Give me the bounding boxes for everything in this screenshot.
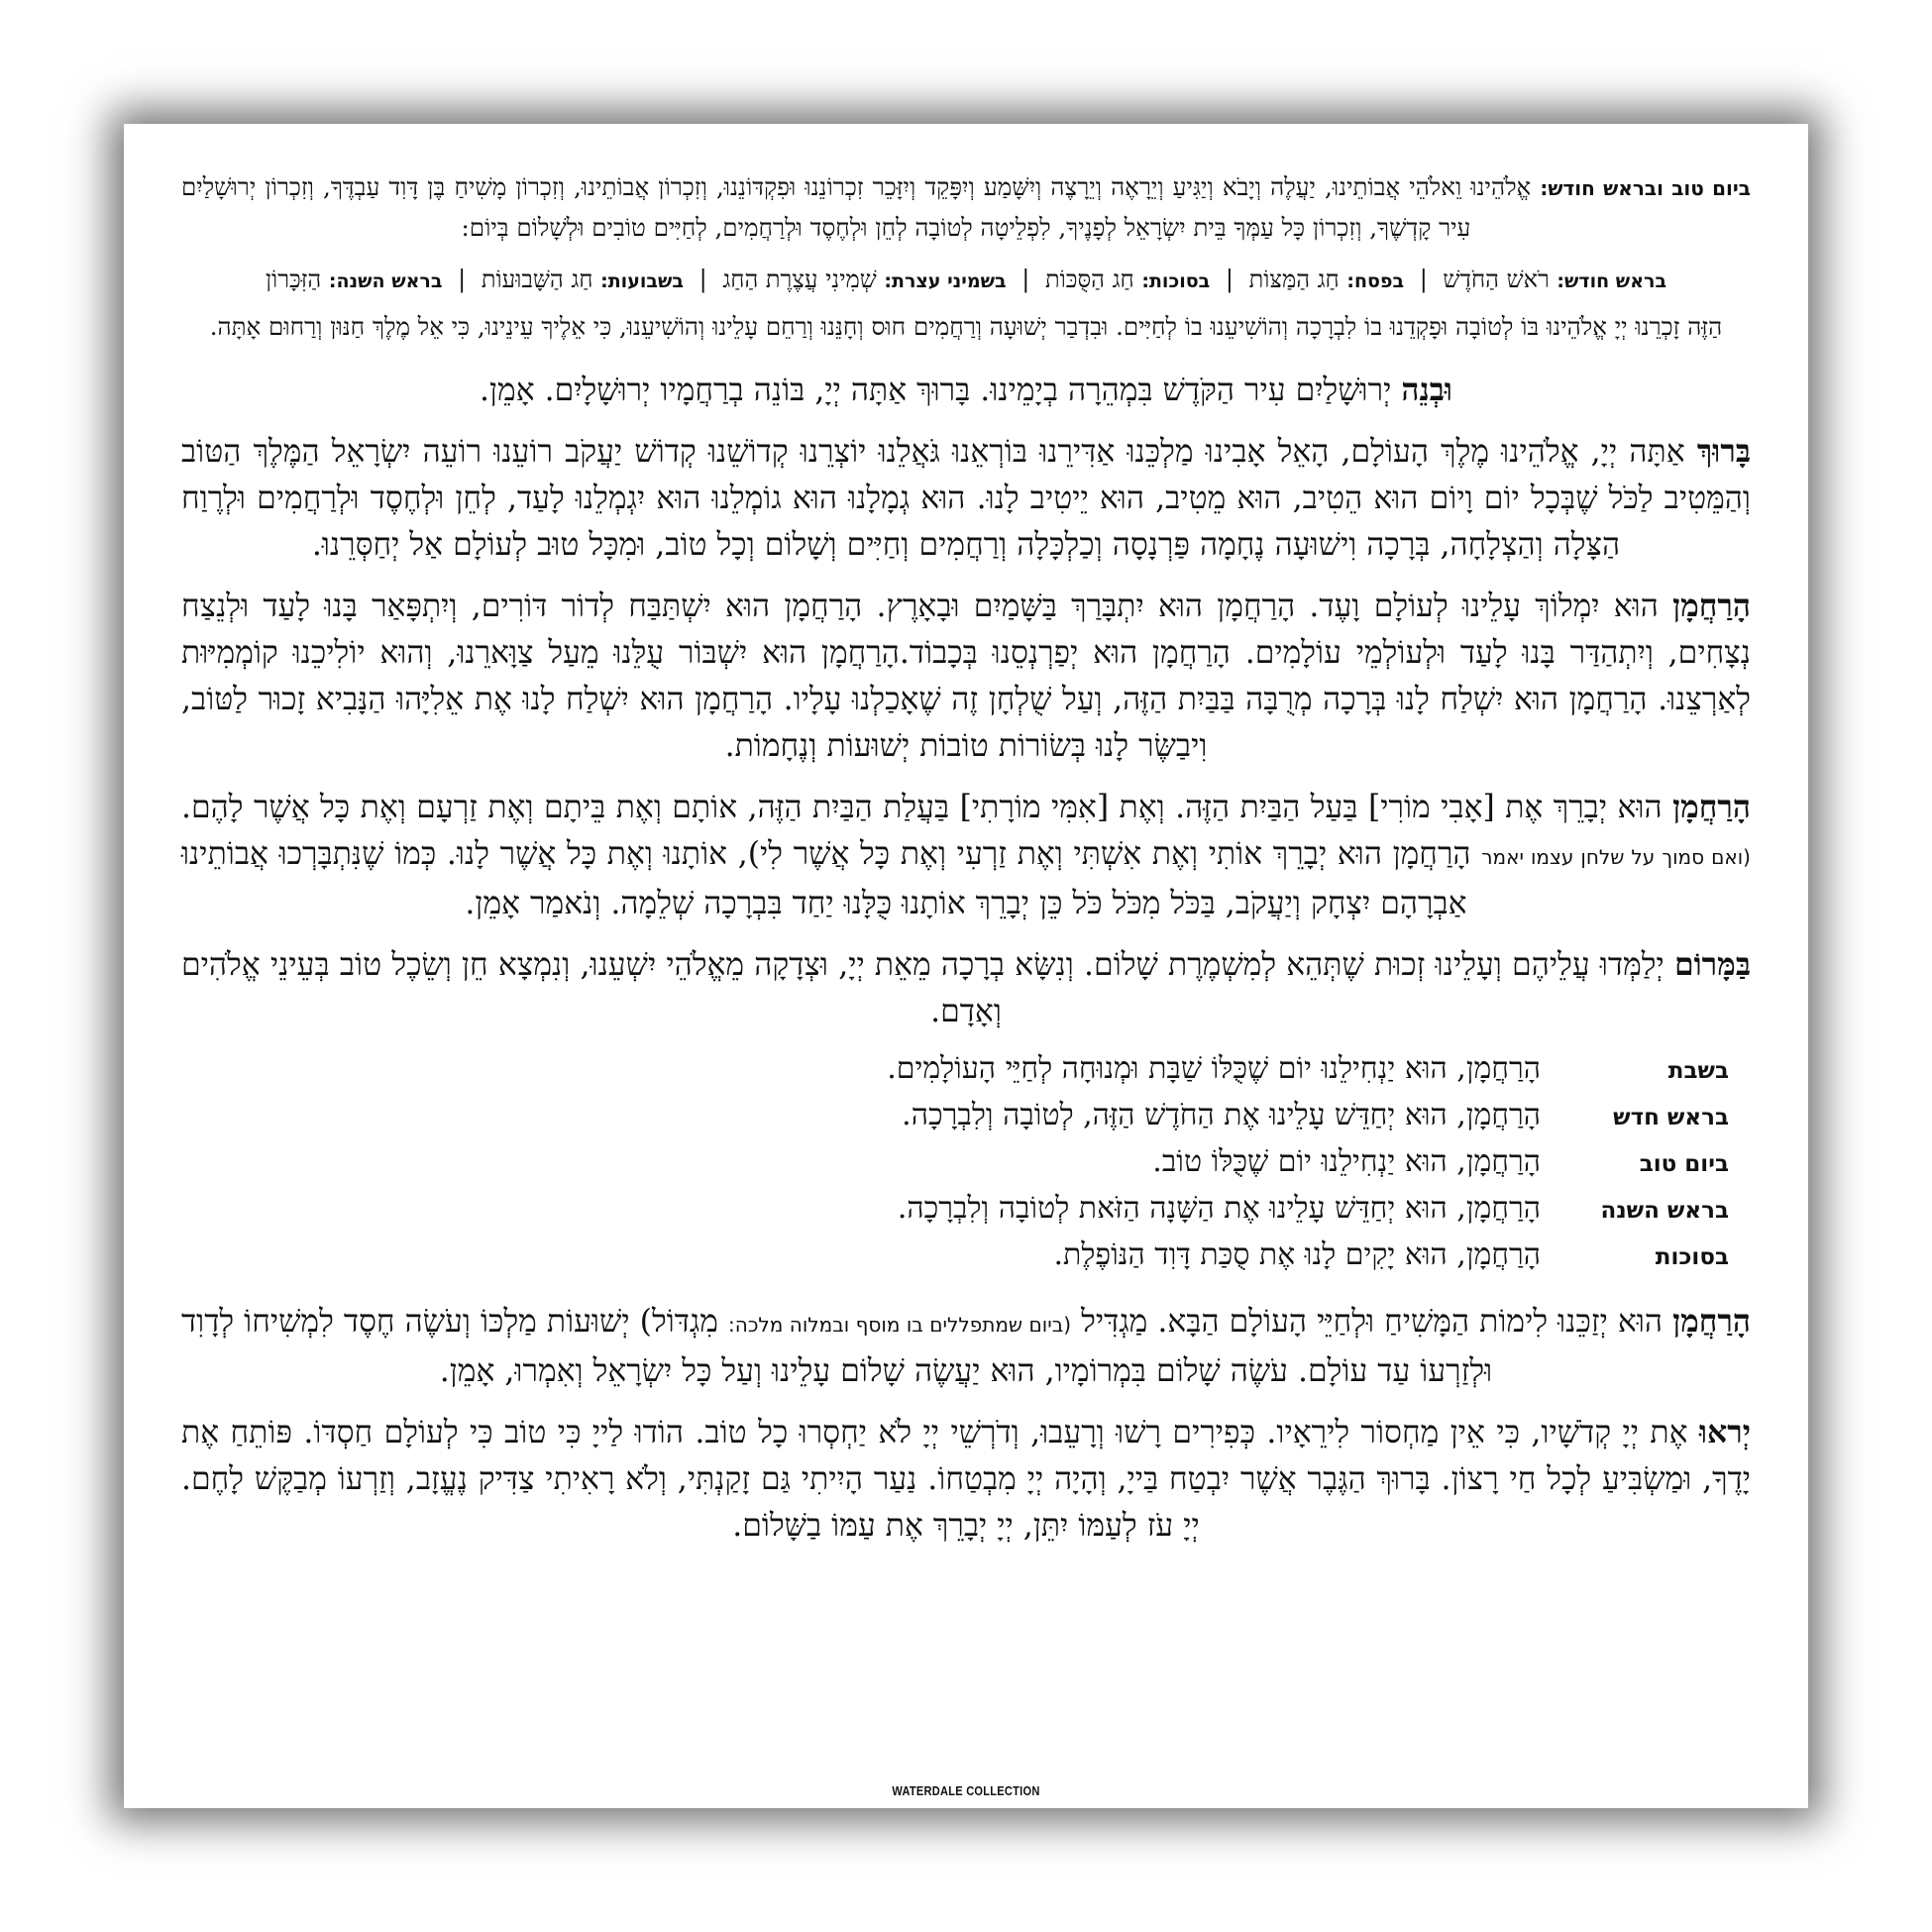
separator: |: [1419, 266, 1428, 293]
special-day-text: הָרַחֲמָן, הוּא יְחַדֵּשׁ עָלֵינוּ אֶת הַשָּׁנָה הַזֹּאת לְטוֹבָה וְלִבְרָכָה.: [897, 1191, 1541, 1226]
harachaman-text-continued: מִגְדּוֹל) יְשׁוּעוֹת מַלְכּוֹ וְעֹשֶׂה חֶסֶד לִמְשִׁיחוֹ לְדָוִד וּלְזַרְעוֹ עַד עוֹלָם. עֹשֶׂה שָׁלוֹם בִּמְרוֹמָיו, הוּא יַעֲשֶׂה שָׁלוֹם עָלֵינוּ וְעַל כָּל יִשְׂרָאֵל וְאִמְרוּ, אָמֵן.: [181, 1304, 1493, 1389]
yiru-lead-word: יְראוּ: [1698, 1414, 1752, 1450]
occasion-label: בראש חודש:: [1556, 270, 1667, 292]
brand-footer: WATERDALE COLLECTION: [892, 1783, 1040, 1798]
separator: |: [1225, 266, 1234, 293]
occasion-text: חַג הַמַּצּוֹת: [1248, 266, 1340, 293]
occasion-text: שְׁמִינִי עֲצֶרֶת הַחַג: [722, 266, 877, 293]
occasion-text: חַג הַשָּׁבוּעוֹת: [481, 266, 593, 293]
zochreinu-paragraph: הַזֶּה זָכְרֵנוּ יְיָ אֱלֹהֵינוּ בּוֹ לְטוֹבָה וּפָקְדֵנוּ בוֹ לִבְרָכָה וְהוֹשִׁיעֵנוּ בוֹ לְחַיִּים. וּבִדְבַר יְשׁוּעָה וְרַחֲמִים חוּס וְחָנֵּנוּ וְרַחֵם עָלֵינוּ וְהוֹשִׁיעֵנוּ, כִּי אֵלֶיךָ עֵינֵינוּ, כִּי אֵל מֶלֶךְ חַנּוּן וְרַחוּם אָתָּה.: [209, 312, 1723, 341]
special-day-row: [203, 1237, 1729, 1284]
harachaman-text-continued: הָרַחֲמָן הוּא יְבָרֵךְ אוֹתִי וְאֶת אִשְׁתִּי וְאֶת זַרְעִי וְאֶת כָּל אֲשֶׁר לִי), אוֹתָנוּ וְאֶת כָּל אֲשֶׁר לָנוּ. כְּמוֹ שֶׁנִּתְבָּרְכוּ אֲבוֹתֵינוּ אַבְרָהָם יִצְחָק וְיַעֲקֹב, בַּכֹּל מִכֹּל כֹּל כֵּן יְבָרֵךְ אוֹתָנוּ כֻּלָּנוּ יַחַד בִּבְרָכָה שְׁלֵמָה. וְנֹאמַר אָמֵן.: [181, 836, 1471, 921]
occasion-label: בראש השנה:: [328, 270, 443, 292]
baruch-lead-word: בָּרוּךְ: [1696, 433, 1751, 470]
special-day-label: בראש חדש: [1613, 1105, 1729, 1130]
occasion-text: חַג הַסֻּכּוֹת: [1044, 266, 1134, 293]
harachaman-text: הוּא יִמְלוֹךְ עָלֵינוּ לְעוֹלָם וָעֶד. הָרַחֲמָן הוּא יִתְבָּרַךְ בַּשָּׁמַיִם וּבָאָרֶץ. הָרַחֲמָן הוּא יִשְׁתַּבַּח לְדוֹר דּוֹרִים, וְיִתְפָּאַר בָּנוּ לָעַד וּלְנֵצַח נְצָחִים, וְיִתְהַדַּר בָּנוּ לָעַד וּלְעוֹלְמֵי עוֹלָמִים. הָרַחֲמָן הוּא יְפַרְנְסֵנוּ בְּכָבוֹד.הָרַחֲמָן הוּא יִשְׁבּוֹר עֻלֵּנוּ מֵעַל צַוָּארֵנוּ, וְהוּא יוֹלִיכֵנוּ קוֹמְמִיּוּת לְאַרְצֵנוּ. הָרַחֲמָן הוּא יִשְׁלַח לָנוּ בְּרָכָה מְרֻבָּה בַּבַּיִת הַזֶּה, וְעַל שֻׁלְחָן זֶה שֶׁאָכַלְנוּ עָלָיו. הָרַחֲמָן הוּא יִשְׁלַח לָנוּ אֶת אֵלִיָּהוּ הַנָּבִיא זָכוּר לַטּוֹב, וִיבַשֶּׂר לָנוּ בְּשׂוֹרוֹת טוֹבוֹת יְשׁוּעוֹת וְנֶחָמוֹת.: [181, 589, 1751, 764]
harachaman-lead-word: הָרַחֲמָן: [1672, 1303, 1752, 1340]
harachaman-paragraph-1: [181, 583, 1751, 770]
occasion-insert-line: [181, 260, 1751, 301]
uvneh-lead-word: וּבְנֵה: [1401, 372, 1452, 408]
special-day-label: בראש השנה: [1600, 1198, 1729, 1224]
special-day-text: הָרַחֲמָן, הוּא יְחַדֵּשׁ עָלֵינוּ אֶת הַחֹדֶשׁ הַזֶּה, לְטוֹבָה וְלִבְרָכָה.: [902, 1098, 1541, 1132]
harachaman-text: הוּא יְזַכֵּנוּ לִימוֹת הַמָּשִׁיחַ וּלְחַיֵּי הָעוֹלָם הַבָּא. מַגְדִּיל: [1081, 1304, 1664, 1340]
separator: |: [1021, 266, 1030, 293]
yaaleh-label: ביום טוב ובראש חודש:: [1540, 176, 1751, 200]
separator: |: [698, 266, 707, 293]
special-day-label: בשבת: [1667, 1058, 1729, 1084]
bamarom-paragraph: [181, 941, 1751, 1035]
yiru-text: אֶת יְיָ קְדֹשָׁיו, כִּי אֵין מַחְסוֹר לִירֵאָיו. כְּפִירִים רָשׁוּ וְרָעֵבוּ, וְדֹרְשֵׁי יְיָ לֹא יַחְסְרוּ כָל טוֹב. הוֹדוּ לַייָ כִּי טוֹב כִּי לְעוֹלָם חַסְדּוֹ. פּוֹתֵחַ אֶת יָדֶךָ, וּמַשְׂבִּיעַ לְכָל חַי רָצוֹן. בָּרוּךְ הַגֶּבֶר אֲשֶׁר יִבְטַח בַּייָ, וְהָיָה יְיָ מִבְטַחוֹ. נַעַר הָיִיתִי גַּם זָקַנְתִּי, וְלֹא רָאִיתִי צַדִּיק נֶעֱזָב, וְזַרְעוֹ מְבַקֶּשׁ לָחֶם. יְיָ עֹז לְעַמּוֹ יִתֵּן, יְיָ יְבָרֵךְ אֶת עַמּוֹ בַשָּׁלוֹם.: [181, 1415, 1751, 1544]
bamarom-text: יְלַמְּדוּ עֲלֵיהֶם וְעָלֵינוּ זְכוּת שֶׁתְּהֵא לְמִשְׁמֶרֶת שָׁלוֹם. וְנִשָּׂא בְרָכָה מֵאֵת יְיָ, וּצְדָקָה מֵאֱלֹהֵי יִשְׁעֵנוּ, וְנִמְצָא חֵן וְשֵׂכֶל טוֹב בְּעֵינֵי אֱלֹהִים וְאָדָם.: [181, 947, 1664, 1029]
special-day-row: [203, 1191, 1729, 1237]
bentcher-card: [124, 124, 1808, 1808]
uvneh-text: יְרוּשָׁלַיִם עִיר הַקֹּדֶשׁ בִּמְהֵרָה בְיָמֵינוּ. בָּרוּךְ אַתָּה יְיָ, בּוֹנֵה בְרַחֲמָיו יְרוּשָׁלָיִם. אָמֵן.: [480, 373, 1392, 408]
occasion-text: הַזִּכָּרוֹן: [265, 266, 322, 293]
harachaman-paragraph-2: [181, 784, 1751, 927]
uvneh-paragraph: [181, 367, 1751, 414]
occasion-label: בשבועות:: [600, 270, 684, 292]
harachaman-text: הוּא יְבָרֵךְ אֶת [אָבִי מוֹרִי] בַּעַל הַבַּיִת הַזֶּה. וְאֶת [אִמִּי מוֹרָתִי] בַּעֲלַת הַבַּיִת הַזֶּה, אוֹתָם וְאֶת בֵּיתָם וְאֶת זַרְעָם וְאֶת כָּל אֲשֶׁר לָהֶם.: [181, 790, 1663, 825]
special-day-text: הָרַחֲמָן, הוּא יָקִים לָנוּ אֶת סֻכַּת דָּוִד הַנּוֹפֶלֶת.: [1053, 1237, 1541, 1272]
occasion-text: רֹאשׁ הַחֹדֶשׁ: [1443, 266, 1550, 293]
yaaleh-veyavo-paragraph: [181, 167, 1751, 248]
occasion-label: בפסח:: [1346, 270, 1405, 292]
special-day-text: הָרַחֲמָן, הוּא יַנְחִילֵנוּ יוֹם שֶׁכֻּלּוֹ שַׁבָּת וּמְנוּחָה לְחַיֵּי הָעוֹלָמִים.: [887, 1051, 1541, 1086]
instruction-note: (ביום שמתפללים בו מוסף ובמלוה מלכה:: [728, 1313, 1072, 1337]
occasion-label: בסוכות:: [1141, 270, 1211, 292]
baruch-paragraph: [181, 428, 1751, 569]
bamarom-lead-word: בַּמָּרוֹם: [1673, 946, 1751, 983]
harachaman-lead-word: הָרַחֲמָן: [1672, 588, 1751, 624]
special-day-row: [203, 1144, 1729, 1191]
special-day-label: ביום טוב: [1639, 1151, 1729, 1177]
yiru-paragraph: [181, 1409, 1751, 1550]
harachaman-lead-word: הָרַחֲמָן: [1672, 789, 1752, 825]
special-day-row: [203, 1051, 1729, 1098]
instruction-note: (ואם סמוך על שלחן עצמו יאמר: [1481, 845, 1751, 869]
special-day-row: [203, 1098, 1729, 1144]
special-day-label: בסוכות: [1655, 1244, 1729, 1270]
occasion-label: בשמיני עצרת:: [884, 270, 1007, 292]
baruch-text: אַתָּה יְיָ, אֱלֹהֵינוּ מֶלֶךְ הָעוֹלָם, הָאֵל אָבִינוּ מַלְכֵּנוּ אַדִּירֵנוּ בּוֹרְאֵנוּ גֹּאֲלֵנוּ יוֹצְרֵנוּ קְדוֹשֵׁנוּ קְדוֹשׁ יַעֲקֹב רוֹעֵנוּ רוֹעֵה יִשְׂרָאֵל הַמֶּלֶךְ הַטּוֹב וְהַמֵּטִיב לַכֹּל שֶׁבְּכָל יוֹם וָיוֹם הוּא הֵטִיב, הוּא מֵטִיב, הוּא יֵיטִיב לָנוּ. הוּא גְמָלָנוּ הוּא גוֹמְלֵנוּ הוּא יִגְמְלֵנוּ לָעַד, לְחֵן וּלְחֶסֶד וּלְרַחֲמִים וּלְרֶוַח הַצָּלָה וְהַצְלָחָה, בְּרָכָה וִישׁוּעָה נֶחָמָה פַּרְנָסָה וְכַלְכָּלָה וְרַחֲמִים וְחַיִּים וְשָׁלוֹם וְכָל טוֹב, וּמִכָּל טוּב לְעוֹלָם אַל יְחַסְּרֵנוּ.: [181, 434, 1751, 563]
yaaleh-text: אֱלֹהֵינוּ וֵאלֹהֵי אֲבוֹתֵינוּ, יַעֲלֶה וְיָבֹא וְיַגִּיעַ וְיֵרָאֶה וְיֵרָצֶה וְיִשָּׁמַע וְיִפָּקֵד וְיִזָּכֵר זִכְרוֹנֵנוּ וּפִקְדּוֹנֵנוּ, וְזִכְרוֹן אֲבוֹתֵינוּ, וְזִכְרוֹן מָשִׁיחַ בֶּן דָּוִד עַבְדֶּךָ, וְזִכְרוֹן יְרוּשָׁלַיִם עִיר קָדְשֶׁךָ, וְזִכְרוֹן כָּל עַמְּךָ בֵּית יִשְׂרָאֵל לְפָנֶיךָ, לִפְלֵיטָה לְטוֹבָה לְחֵן וּלְחֶסֶד וּלְרַחֲמִים, לְחַיִּים טוֹבִים וּלְשָׁלוֹם בְּיוֹם:: [181, 172, 1532, 242]
special-days-table: [203, 1051, 1729, 1284]
special-day-text: הָרַחֲמָן, הוּא יַנְחִילֵנוּ יוֹם שֶׁכֻּלּוֹ טוֹב.: [1152, 1144, 1541, 1179]
harachaman-paragraph-3: [181, 1298, 1751, 1395]
separator: |: [458, 266, 467, 293]
